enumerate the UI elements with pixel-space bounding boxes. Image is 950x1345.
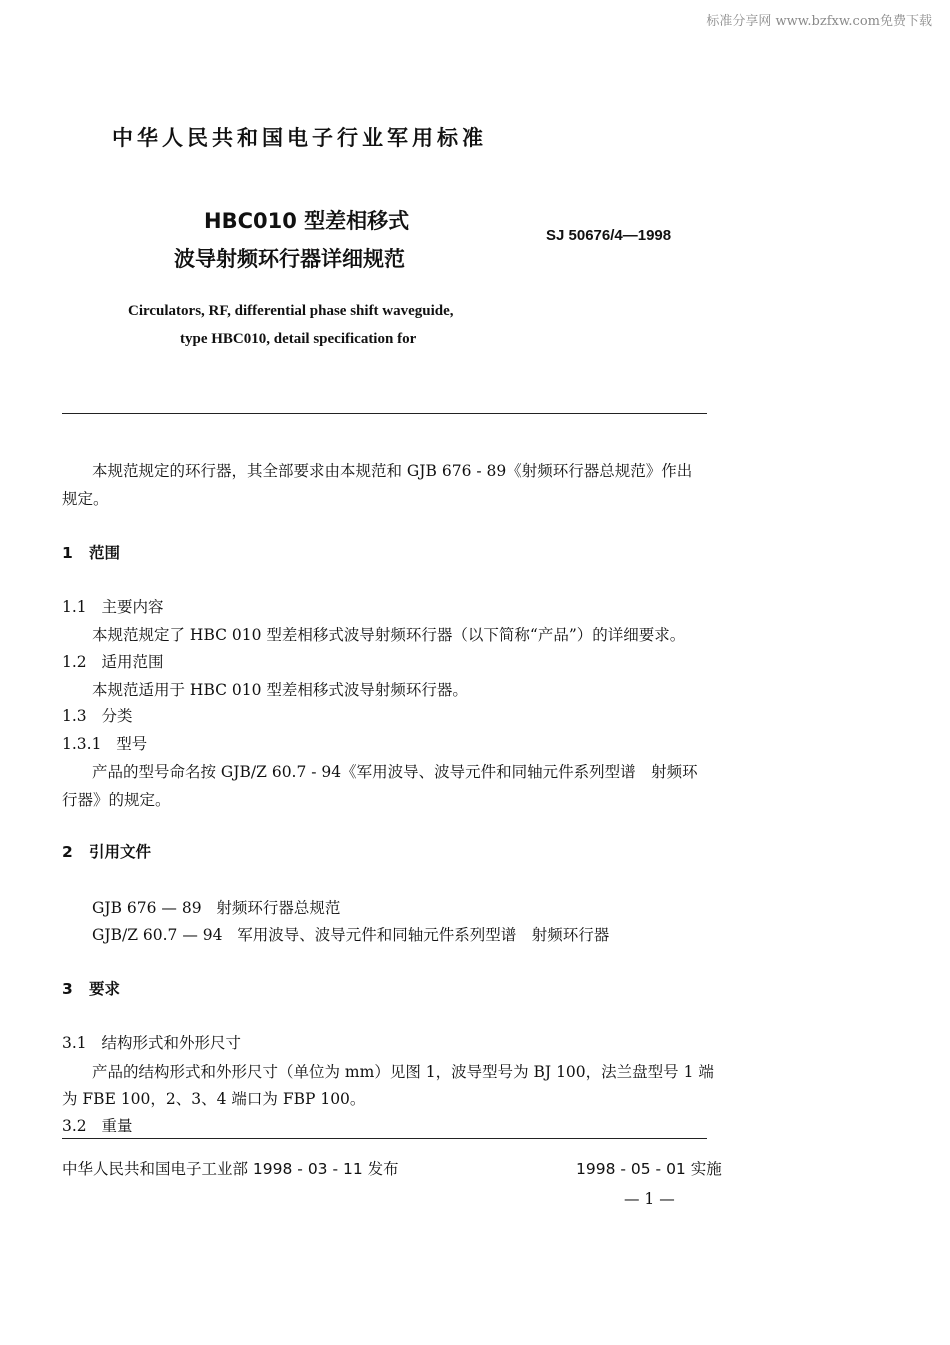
section-1-3-1-heading (62, 732, 147, 754)
section-title: 引用文件 (89, 843, 152, 861)
title-divider (62, 413, 707, 414)
footer-divider (62, 1138, 707, 1139)
section-title: 结构形式和外形尺寸 (101, 1034, 241, 1052)
section-2-heading (62, 840, 151, 862)
section-number: 1.3.1 (62, 735, 102, 753)
intro-line2: 规定。 (62, 490, 109, 508)
section-number: 3.2 (62, 1117, 87, 1135)
reference-code: GJB 676 — 89 (92, 899, 202, 917)
section-3-1-line2: 为 FBE 100，2、3、4 端口为 FBP 100。 (62, 1090, 366, 1108)
effective-date: 1998 - 05 - 01 实施 (576, 1160, 722, 1178)
section-title: 主要内容 (101, 598, 164, 616)
section-1-1-text: 本规范规定了 HBC 010 型差相移式波导射频环行器（以下简称“产品”）的详细要求。 (92, 626, 686, 644)
doc-title-zh-line2: 波导射频环行器详细规范 (174, 247, 405, 271)
section-3-heading (62, 977, 120, 999)
section-number: 1.2 (62, 653, 87, 671)
reference-code: GJB/Z 60.7 — 94 (92, 926, 223, 944)
intro-line1: 本规范规定的环行器，其全部要求由本规范和 GJB 676 - 89《射频环行器总规范》作出 (92, 462, 693, 480)
reference-item (92, 923, 609, 945)
section-number: 3 (62, 980, 73, 998)
section-3-1-heading (62, 1031, 241, 1053)
section-1-heading (62, 541, 120, 563)
section-1-2-text: 本规范适用于 HBC 010 型差相移式波导射频环行器。 (92, 681, 468, 699)
section-number: 3.1 (62, 1034, 87, 1052)
section-title: 重量 (101, 1117, 133, 1135)
section-1-3-1-line2: 行器》的规定。 (62, 791, 171, 809)
section-title: 适用范围 (101, 653, 164, 671)
section-1-3-heading (62, 704, 132, 726)
reference-name: 射频环行器总规范 (216, 899, 341, 917)
issue-date: 中华人民共和国电子工业部 1998 - 03 - 11 发布 (62, 1160, 399, 1178)
page-number: — 1 — (624, 1190, 675, 1208)
reference-name: 军用波导、波导元件和同轴元件系列型谱 射频环行器 (237, 926, 610, 944)
issuing-body-title: 中华人民共和国电子行业军用标准 (112, 126, 487, 150)
section-title: 型号 (116, 735, 148, 753)
doc-title-zh-line1: HBC010 型差相移式 (204, 209, 410, 233)
section-title: 范围 (89, 544, 121, 562)
section-3-1-line1: 产品的结构形式和外形尺寸（单位为 mm）见图 1，波导型号为 BJ 100，法兰盘型号 1 端 (92, 1063, 714, 1081)
section-1-2-heading (62, 650, 163, 672)
section-1-1-heading (62, 595, 163, 617)
section-number: 2 (62, 843, 73, 861)
section-3-2-heading (62, 1114, 132, 1136)
section-1-3-1-line1: 产品的型号命名按 GJB/Z 60.7 - 94《军用波导、波导元件和同轴元件系列型谱 射频环 (92, 763, 698, 781)
standard-number: SJ 50676/4—1998 (546, 227, 672, 244)
section-number: 1 (62, 544, 73, 562)
reference-item (92, 896, 340, 918)
section-title: 要求 (89, 980, 121, 998)
section-number: 1.1 (62, 598, 87, 616)
watermark: 标准分享网 www.bzfxw.com免费下载 (706, 14, 932, 29)
section-title: 分类 (101, 707, 133, 725)
doc-title-en-line1: Circulators, RF, differential phase shift waveguide, (128, 303, 454, 319)
doc-title-en-line2: type HBC010, detail specification for (180, 331, 417, 347)
section-number: 1.3 (62, 707, 87, 725)
